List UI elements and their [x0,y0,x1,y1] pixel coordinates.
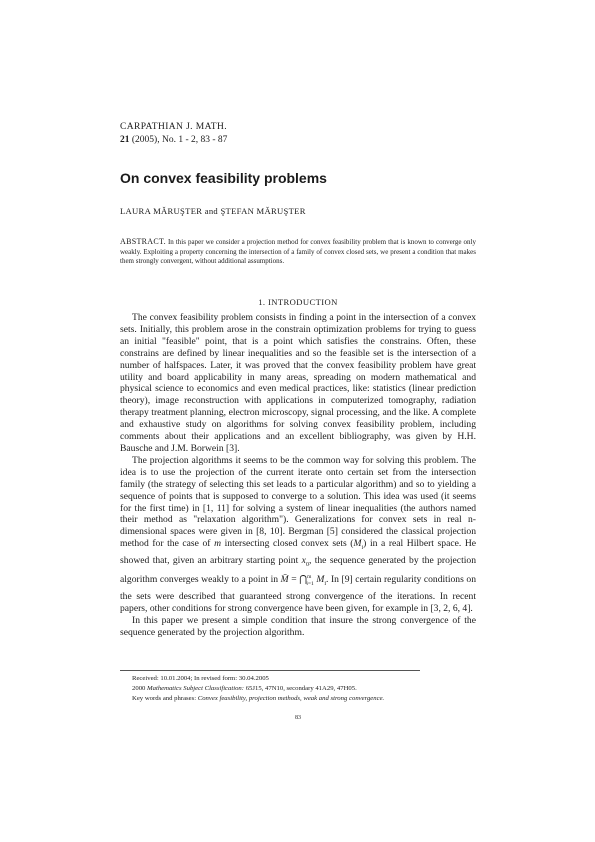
keywords-label: Key words and phrases: [132,695,197,702]
paper-title: On convex feasibility problems [120,170,327,186]
journal-name: CARPATHIAN J. MATH. [120,122,228,132]
abstract-label: ABSTRACT. [120,237,166,246]
p2-text-d: , the sequence generated by the projection algorithm converges weakly to a point in [120,555,476,586]
math-sup-m: m [307,573,312,580]
footnote-received: Received: 10.01.2004; In revised form: 30.04.2005 [132,675,269,682]
msc-codes: 65J15, 47N10, secondary 41A29, 47H05. [245,685,357,692]
math-sub-i: i [361,545,364,552]
authors: LAURA MĂRUŞTER and ŞTEFAN MĂRUŞTER [120,206,306,216]
p2-text-c: ) in a real Hilbert space. He showed that, given an arbitrary starting point [120,538,477,567]
msc-year: 2000 [132,685,146,692]
math-sub-i1: i=1 [306,580,314,587]
p2-text-e: . In [9] certain regularity conditions on the sets were described that guaranteed strong convergence of the iterations. In recent papers, other conditions for strong convergence have been given, for example in [3, 2, 6, 4]. [120,574,476,614]
p2-text-a: The projection algorithms it seems to be the common way for solving this problem. The idea is to use the projection of the current iterate onto certain set from the intersection family (the strategy of selecting this set leads to a particular algorithm) and so to yielding a sequence of points that is supposed to converge to a solution. This idea was used (it seems for the first time) in [1, 11] for solving a system of linear inequalities (the authors named their method as "relaxation algorithm"). Generalizations for convex sets in real n-dimensional spaces were given in [8, 10]. Bergman [5] considered the classical projection method for the case of [120,454,476,550]
math-x: x [301,555,306,567]
abstract [120,237,476,267]
math-sub-i-2: i [324,580,327,587]
footnote-msc [132,684,476,693]
footnote-keywords [132,694,476,703]
math-Mbar: M̄ [280,574,289,586]
paragraph-1: The convex feasibility problem consists in finding a point in the intersection of a convex sets. Initially, this problem arose in the constrain optimization problems for trying to guess an initial "feasible" point, that is a point which satisfies the constrains. Often, these constrains are defined by linear inequalities and so the feasible set is the intersection of a number of halfspaces. Later, it was proved that the convex feasibility problem have great utility and board applicability in many areas, spreading on modern mathematical and physical science to economics and even medical practices, like: statistics (linear prediction theory), image reconstruction with applications in computerized tomography, radiation therapy treatment planning, electron microscopy, signal processing, and the like. A complete and exhaustive study on algorithms for solving convex feasibility problem, including comments about their applications and an excellent bibliography, was given by H.H. Bausche and J.M. Borwein [3]. [120,312,476,454]
math-sub-0: 0 [305,561,309,568]
paragraph-3: In this paper we present a simple condition that insure the strong convergence of the sequence generated by the projection algorithm. [120,614,476,638]
abstract-text: In this paper we consider a projection method for convex feasibility problem that is known to converge only weakly. Exploiting a property concerning the intersection of a family of convex closed sets, we present a condition that makes them strongly convergent, without additional assumptions. [120,238,477,266]
keywords-text: Convex feasibility, projection methods, weak and strong convergence. [197,695,385,702]
math-Mi: M [353,538,362,550]
math-Mi-2: M [316,574,325,586]
paragraph-2 [120,455,476,615]
page-number: 83 [295,715,301,721]
math-m: m [214,538,222,550]
msc-label: Mathematics Subject Classification: [147,685,245,692]
issue-info [120,134,227,146]
body-text [120,312,476,638]
section-heading: 1. INTRODUCTION [258,297,338,307]
issue-details: (2005), No. 1 - 2, 83 - 87 [131,135,228,145]
p2-text-b: intersecting closed convex sets ( [224,538,354,550]
math-intersection: = ⋂ [288,574,308,586]
footnote-rule [120,670,420,671]
volume-number: 21 [120,135,130,145]
